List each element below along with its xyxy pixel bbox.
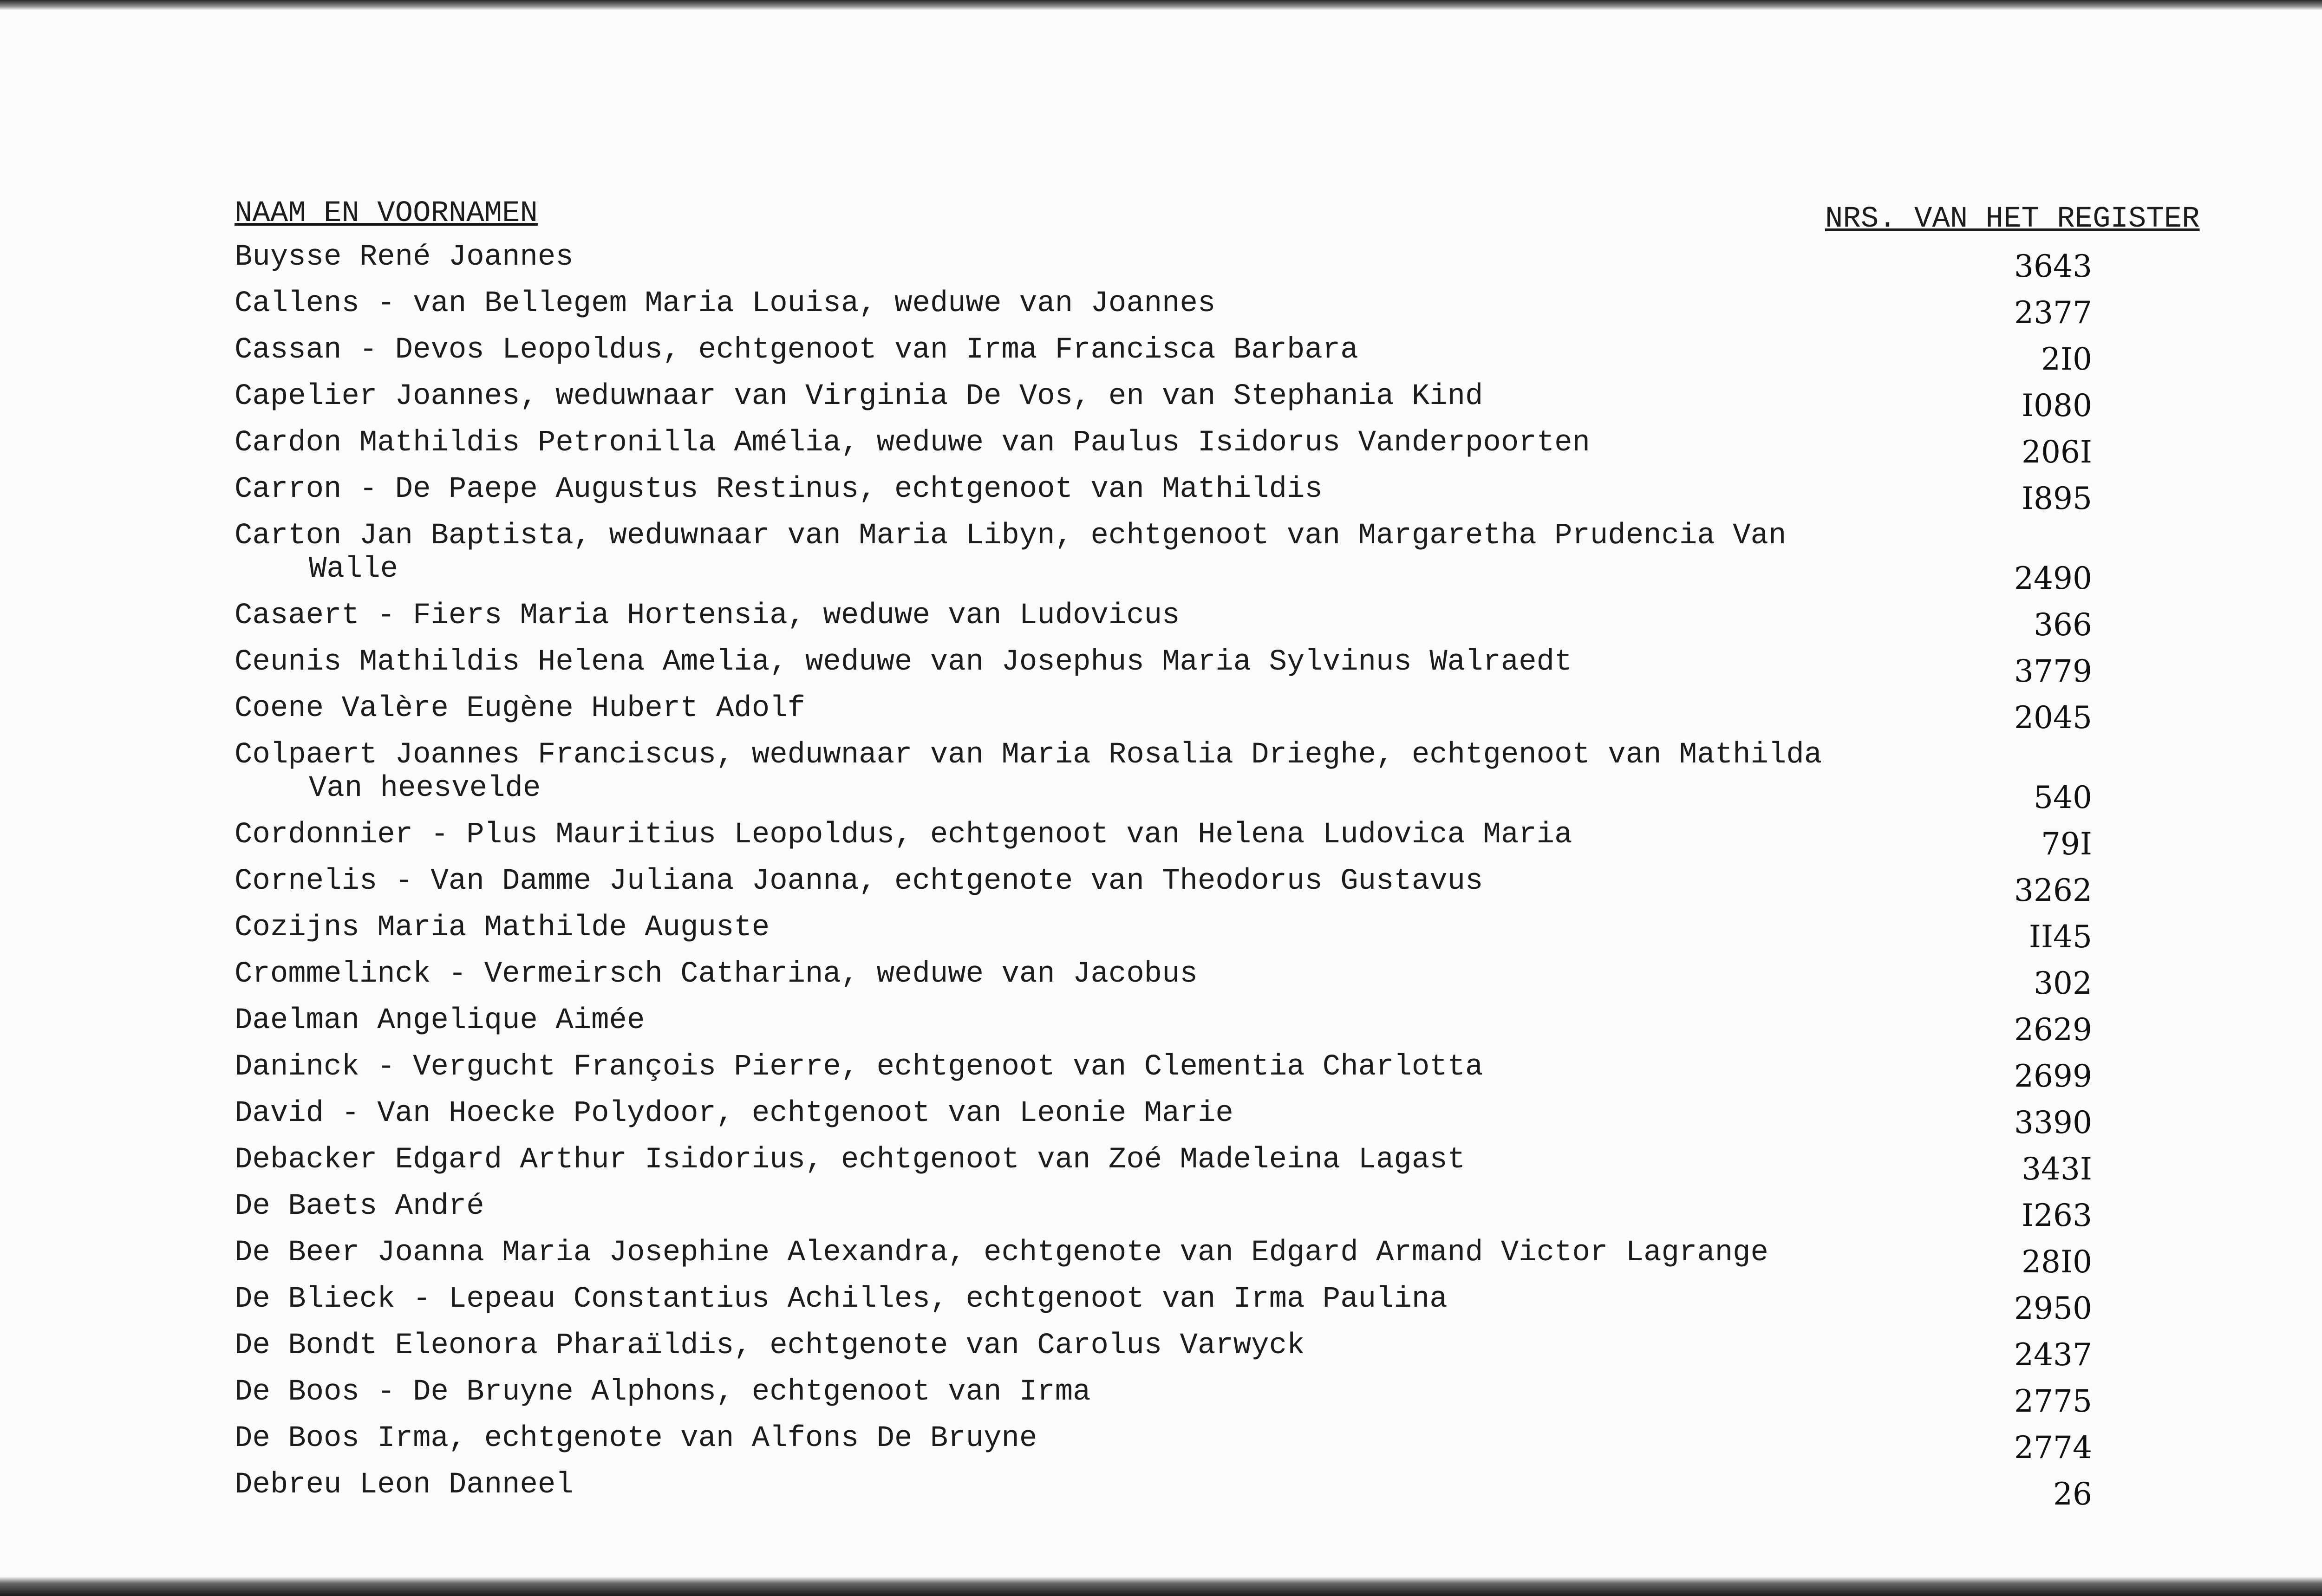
list-item bbox=[235, 1283, 2278, 1329]
column-header-register-numbers: NRS. VAN HET REGISTER bbox=[1825, 202, 2200, 236]
entry-name-text: Daelman Angelique Aimée bbox=[235, 1004, 645, 1037]
list-item bbox=[235, 1050, 2278, 1097]
entry-name bbox=[235, 1050, 1906, 1084]
list-item bbox=[235, 380, 2278, 426]
entry-name bbox=[235, 1283, 1906, 1316]
list-item bbox=[235, 1329, 2278, 1375]
list-item bbox=[235, 1236, 2278, 1283]
register-number: 28I0 bbox=[2021, 1244, 2092, 1280]
list-item bbox=[235, 333, 2278, 380]
entry-name bbox=[235, 958, 1906, 991]
register-number: 2950 bbox=[2014, 1290, 2092, 1326]
entry-name bbox=[235, 1422, 1906, 1455]
entry-name bbox=[235, 645, 1906, 679]
entry-name-text: Cardon Mathildis Petronilla Amélia, weduwe van Paulus Isidorus Vanderpoorten bbox=[235, 426, 1590, 460]
entry-name bbox=[235, 1329, 1906, 1362]
entry-name-text: Coene Valère Eugène Hubert Adolf bbox=[235, 692, 805, 725]
entry-name-text: Carron - De Paepe Augustus Restinus, echtgenoot van Mathildis bbox=[235, 473, 1323, 506]
list-item bbox=[235, 738, 2278, 818]
list-item bbox=[235, 473, 2278, 519]
register-number: 2045 bbox=[2014, 700, 2092, 736]
entry-name-text: De Blieck - Lepeau Constantius Achilles, echtgenoot van Irma Paulina bbox=[235, 1283, 1448, 1316]
column-header-name: NAAM EN VOORNAMEN bbox=[235, 197, 538, 230]
register-number: 302 bbox=[2034, 965, 2092, 1001]
scan-edge-top bbox=[0, 0, 2322, 10]
list-item bbox=[235, 692, 2278, 738]
list-item bbox=[235, 426, 2278, 473]
entry-name-text: Buysse René Joannes bbox=[235, 241, 574, 274]
entry-name-text: Colpaert Joannes Franciscus, weduwnaar van Maria Rosalia Drieghe, echtgenoot van Mathilda bbox=[235, 738, 1822, 772]
list-item bbox=[235, 1143, 2278, 1190]
entry-name bbox=[235, 1004, 1906, 1037]
entry-name bbox=[235, 1236, 1906, 1270]
register-number: 2699 bbox=[2014, 1058, 2092, 1094]
scan-edge-bottom bbox=[0, 1576, 2322, 1596]
list-item bbox=[235, 865, 2278, 911]
register-number: 540 bbox=[2034, 780, 2092, 815]
register-number: 2I0 bbox=[2041, 341, 2092, 377]
entry-name-text: Debacker Edgard Arthur Isidorius, echtgenoot van Zoé Madeleina Lagast bbox=[235, 1143, 1466, 1177]
register-number: 26 bbox=[2053, 1476, 2092, 1512]
list-item bbox=[235, 911, 2278, 958]
register-number: 2437 bbox=[2014, 1337, 2092, 1373]
entry-name bbox=[235, 692, 1906, 725]
entry-name-text: De Baets André bbox=[235, 1190, 484, 1223]
list-item bbox=[235, 1190, 2278, 1236]
list-item bbox=[235, 1004, 2278, 1050]
register-number: II45 bbox=[2028, 919, 2092, 955]
entry-name bbox=[235, 1190, 1906, 1223]
entry-name-text: David - Van Hoecke Polydoor, echtgenoot van Leonie Marie bbox=[235, 1097, 1233, 1130]
entry-name-continuation: Van heesvelde bbox=[309, 772, 541, 805]
register-number: 3779 bbox=[2014, 653, 2092, 689]
list-item bbox=[235, 1097, 2278, 1143]
list-item bbox=[235, 519, 2278, 599]
entry-name-text: Daninck - Vergucht François Pierre, echtgenoot van Clementia Charlotta bbox=[235, 1050, 1483, 1084]
entry-name bbox=[235, 1143, 1906, 1177]
entry-name-text: Crommelinck - Vermeirsch Catharina, weduwe van Jacobus bbox=[235, 958, 1198, 991]
entry-name bbox=[235, 599, 1906, 632]
list-item bbox=[235, 241, 2278, 287]
register-number: 2774 bbox=[2014, 1430, 2092, 1466]
entry-name-text: Callens - van Bellegem Maria Louisa, weduwe van Joannes bbox=[235, 287, 1216, 320]
entry-name bbox=[235, 287, 1906, 320]
entry-name bbox=[235, 738, 1906, 805]
list-item bbox=[235, 1375, 2278, 1422]
entry-name-text: Debreu Leon Danneel bbox=[235, 1468, 574, 1502]
entry-name-text: De Bondt Eleonora Pharaïldis, echtgenote van Carolus Varwyck bbox=[235, 1329, 1305, 1362]
entry-name bbox=[235, 865, 1906, 898]
register-number: 2775 bbox=[2014, 1383, 2092, 1419]
entry-name-text: De Boos - De Bruyne Alphons, echtgenoot van Irma bbox=[235, 1375, 1091, 1409]
entry-name-text: Cordonnier - Plus Mauritius Leopoldus, echtgenoot van Helena Ludovica Maria bbox=[235, 818, 1572, 852]
entry-name bbox=[235, 333, 1906, 367]
entry-name-text: Cornelis - Van Damme Juliana Joanna, echtgenote van Theodorus Gustavus bbox=[235, 865, 1483, 898]
entry-name-text: Cassan - Devos Leopoldus, echtgenoot van Irma Francisca Barbara bbox=[235, 333, 1358, 367]
register-number: I263 bbox=[2021, 1198, 2092, 1233]
register-number: 366 bbox=[2034, 607, 2092, 643]
register-number: 3262 bbox=[2014, 873, 2092, 908]
register-number: 2629 bbox=[2014, 1012, 2092, 1048]
entry-name bbox=[235, 519, 1906, 586]
register-number: 343I bbox=[2021, 1151, 2092, 1187]
register-number: 79I bbox=[2041, 826, 2092, 862]
entry-name bbox=[235, 473, 1906, 506]
register-list bbox=[235, 241, 2278, 1515]
list-item bbox=[235, 1422, 2278, 1468]
entry-name-text: Carton Jan Baptista, weduwnaar van Maria Libyn, echtgenoot van Margaretha Prudencia Van bbox=[235, 519, 1787, 553]
entry-name-text: De Beer Joanna Maria Josephine Alexandra, echtgenote van Edgard Armand Victor Lagrange bbox=[235, 1236, 1768, 1270]
entry-name-text: Ceunis Mathildis Helena Amelia, weduwe van Josephus Maria Sylvinus Walraedt bbox=[235, 645, 1572, 679]
list-item bbox=[235, 958, 2278, 1004]
entry-name bbox=[235, 426, 1906, 460]
register-number: 3643 bbox=[2014, 248, 2092, 284]
entry-name bbox=[235, 241, 1906, 274]
register-number: 206I bbox=[2021, 434, 2092, 470]
list-item bbox=[235, 599, 2278, 645]
list-item bbox=[235, 287, 2278, 333]
entry-name-text: Casaert - Fiers Maria Hortensia, weduwe van Ludovicus bbox=[235, 599, 1180, 632]
list-item bbox=[235, 645, 2278, 692]
entry-name-text: Cozijns Maria Mathilde Auguste bbox=[235, 911, 770, 945]
entry-name-text: De Boos Irma, echtgenote van Alfons De Bruyne bbox=[235, 1422, 1037, 1455]
register-number: 3390 bbox=[2014, 1105, 2092, 1140]
register-number: I895 bbox=[2021, 481, 2092, 516]
entry-name bbox=[235, 911, 1906, 945]
entry-name bbox=[235, 1097, 1906, 1130]
entry-name-text: Capelier Joannes, weduwnaar van Virginia De Vos, en van Stephania Kind bbox=[235, 380, 1483, 413]
entry-name-continuation: Walle bbox=[309, 553, 398, 586]
entry-name bbox=[235, 1375, 1906, 1409]
entry-name bbox=[235, 1468, 1906, 1502]
list-item bbox=[235, 1468, 2278, 1515]
entry-name bbox=[235, 380, 1906, 413]
register-number: I080 bbox=[2021, 388, 2092, 423]
register-number: 2377 bbox=[2014, 295, 2092, 331]
entry-name bbox=[235, 818, 1906, 852]
list-item bbox=[235, 818, 2278, 865]
register-number: 2490 bbox=[2014, 560, 2092, 596]
